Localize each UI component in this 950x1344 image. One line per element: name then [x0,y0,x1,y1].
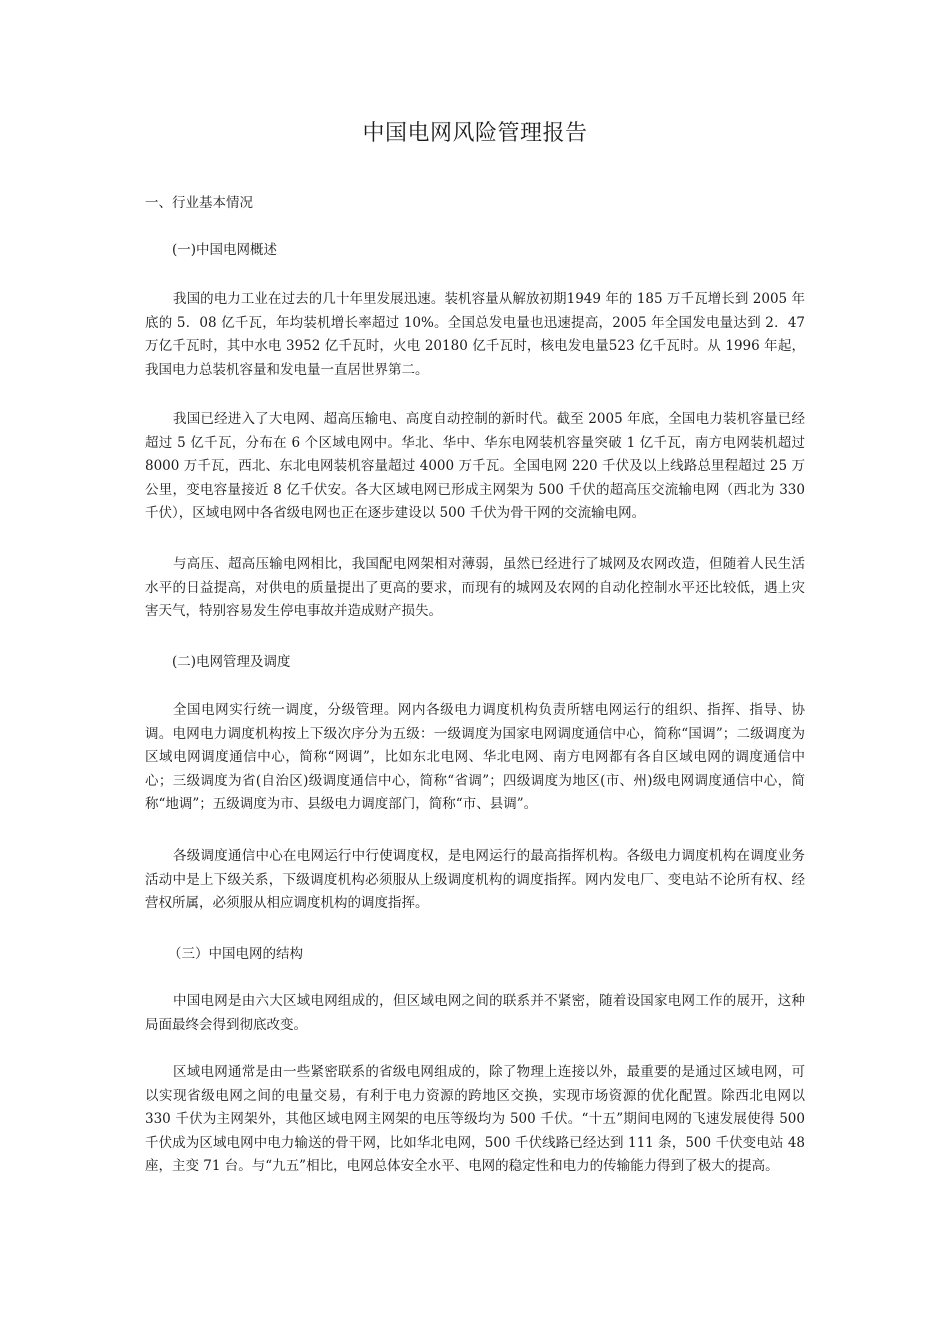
paragraph-dispatch-authority: 各级调度通信中心在电网运行中行使调度权，是电网运行的最高指挥机构。各级电力调度机构在调度业务活动中是上下级关系，下级调度机构必须服从上级调度机构的调度指挥。网内发电厂、变电站不论所有权、经营权所属，必须服从相应调度机构的调度指挥。 [145,848,805,912]
subsection-heading-grid-overview: (一)中国电网概述 [172,242,278,258]
subsection-heading-grid-structure: （三）中国电网的结构 [168,946,303,962]
document-title: 中国电网风险管理报告 [362,121,588,146]
paragraph-large-grid-era: 我国已经进入了大电网、超高压输电、高度自动控制的新时代。截至 2005 年底，全国电力装机容量已经超过 5 亿千瓦，分布在 6 个区域电网中。华北、华中、华东电网装机容量突破 1 亿千瓦，南方电网装机超过 8000 万千瓦，西北、东北电网装机容量超过 4000 万千瓦。全国电网 220 千伏及以上线路总里程超过 25 万公里，变电容量接近 8 亿千伏安。各大区域电网已形成主网架为 500 千伏的超高压交流输电网（西北为 330 千伏），区域电网中各省级电网也正在逐步建设以 500 千伏为骨干网的交流输电网。 [145,411,805,522]
paragraph-distribution-network: 与高压、超高压输电网相比，我国配电网架相对薄弱，虽然已经进行了城网及农网改造，但随着人民生活水平的日益提高，对供电的质量提出了更高的要求，而现有的城网及农网的自动化控制水平还比较低，遇上灾害天气，特别容易发生停电事故并造成财产损失。 [145,556,805,620]
paragraph-power-industry-growth: 我国的电力工业在过去的几十年里发展迅速。装机容量从解放初期1949 年的 185 万千瓦增长到 2005 年底的 5．08 亿千瓦，年均装机增长率超过 10%。全国总发电量也迅速提高，2005 年全国发电量达到 2．47 万亿千瓦时，其中水电 3952 亿千瓦时，火电 20180 亿千瓦时，核电发电量523 亿千瓦时。从 1996 年起，我国电力总装机容量和发电量一直居世界第二。 [145,291,805,378]
paragraph-regional-grid-composition: 区域电网通常是由一些紧密联系的省级电网组成的，除了物理上连接以外，最重要的是通过区域电网，可以实现省级电网之间的电量交易，有利于电力资源的跨地区交换，实现市场资源的优化配置。除西北电网以 330 千伏为主网架外，其他区域电网主网架的电压等级均为 500 千伏。“十五”期间电网的飞速发展使得 500 千伏成为区域电网中电力输送的骨干网，比如华北电网，500 千伏线路已经达到 111 条，500 千伏变电站 48 座，主变 71 台。与“九五”相比，电网总体安全水平、电网的稳定性和电力的传输能力得到了极大的提高。 [145,1064,805,1175]
paragraph-six-regional-grids: 中国电网是由六大区域电网组成的，但区域电网之间的联系并不紧密，随着设国家电网工作的展开，这种局面最终会得到彻底改变。 [145,993,805,1033]
subsection-heading-grid-management: (二)电网管理及调度 [172,654,291,670]
paragraph-dispatch-levels: 全国电网实行统一调度，分级管理。网内各级电力调度机构负责所辖电网运行的组织、指挥、指导、协调。电网电力调度机构按上下级次序分为五级：一级调度为国家电网调度通信中心，简称“国调”；二级调度为区域电网调度通信中心，简称“网调”，比如东北电网、华北电网、南方电网都有各自区域电网的调度通信中心；三级调度为省(自治区)级调度通信中心，简称“省调”；四级调度为地区(市、州)级电网调度通信中心，简称“地调”；五级调度为市、县级电力调度部门，简称“市、县调”。 [145,702,805,813]
section-heading-industry-overview: 一、行业基本情况 [145,195,253,211]
